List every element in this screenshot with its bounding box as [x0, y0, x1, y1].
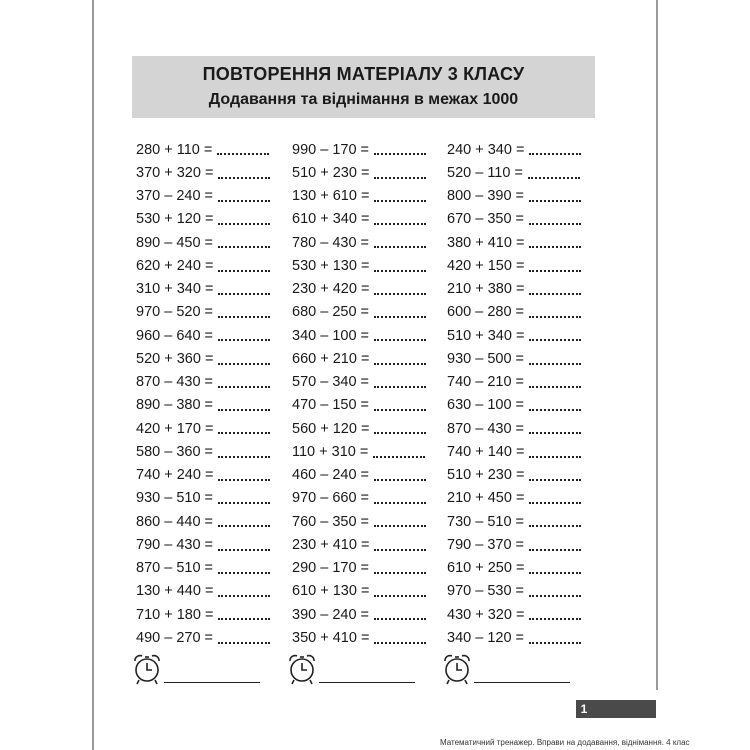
answer-blank[interactable] — [373, 454, 425, 458]
exercise-row — [292, 533, 426, 556]
exercise-expression: 610 + 130 = — [292, 583, 370, 600]
exercise-row — [447, 464, 581, 487]
exercise-row — [447, 557, 581, 580]
exercise-row — [292, 394, 426, 417]
answer-blank[interactable] — [529, 314, 581, 318]
answer-blank[interactable] — [529, 291, 581, 295]
answer-blank[interactable] — [218, 547, 270, 551]
answer-blank[interactable] — [218, 314, 270, 318]
answer-blank[interactable] — [218, 407, 270, 411]
answer-blank[interactable] — [529, 616, 581, 620]
exercise-row — [136, 301, 270, 324]
answer-blank[interactable] — [374, 175, 426, 179]
exercise-expression: 340 – 120 = — [447, 629, 525, 646]
page-number-tab — [576, 700, 656, 718]
exercise-expression: 860 – 440 = — [136, 513, 214, 530]
answer-blank[interactable] — [374, 500, 426, 504]
exercise-expression: 530 + 120 = — [136, 211, 214, 228]
alarm-clock-icon — [442, 652, 472, 686]
exercise-expression: 230 + 420 = — [292, 281, 370, 298]
exercise-row — [447, 161, 581, 184]
answer-blank[interactable] — [529, 523, 581, 527]
answer-blank[interactable] — [218, 175, 270, 179]
exercise-row — [292, 324, 426, 347]
exercise-row — [447, 301, 581, 324]
answer-blank[interactable] — [529, 384, 581, 388]
exercise-expression: 560 + 120 = — [292, 420, 370, 437]
exercise-expression: 800 – 390 = — [447, 188, 525, 205]
exercise-expression: 960 – 640 = — [136, 327, 214, 344]
answer-blank[interactable] — [218, 523, 270, 527]
answer-blank[interactable] — [218, 361, 270, 365]
answer-blank[interactable] — [374, 407, 426, 411]
exercise-expression: 790 – 370 = — [447, 536, 525, 553]
exercise-row — [136, 626, 270, 649]
exercise-row — [447, 185, 581, 208]
answer-blank[interactable] — [218, 268, 270, 272]
exercise-row — [136, 533, 270, 556]
answer-blank[interactable] — [529, 244, 581, 248]
exercise-expression: 970 – 660 = — [292, 490, 370, 507]
exercise-expression: 510 + 340 = — [447, 327, 525, 344]
exercise-row — [136, 440, 270, 463]
exercise-row — [447, 138, 581, 161]
exercise-expression: 520 + 360 = — [136, 350, 214, 367]
exercise-row — [447, 208, 581, 231]
exercise-expression: 610 + 340 = — [292, 211, 370, 228]
page-number: 1 — [580, 702, 588, 716]
exercise-expression: 580 – 360 = — [136, 443, 214, 460]
answer-blank[interactable] — [374, 268, 426, 272]
answer-blank[interactable] — [217, 151, 269, 155]
exercise-row — [292, 603, 426, 626]
exercise-row — [292, 347, 426, 370]
exercise-row — [447, 580, 581, 603]
exercise-expression: 630 – 100 = — [447, 397, 525, 414]
answer-blank[interactable] — [374, 640, 426, 644]
exercise-expression: 210 + 450 = — [447, 490, 525, 507]
exercise-expression: 780 – 430 = — [292, 234, 370, 251]
exercise-expression: 520 – 110 = — [447, 164, 523, 181]
exercise-row — [292, 580, 426, 603]
answer-blank[interactable] — [218, 454, 270, 458]
answer-blank[interactable] — [529, 477, 581, 481]
exercise-expression: 970 – 520 = — [136, 304, 214, 321]
exercise-expression: 470 – 150 = — [292, 397, 370, 414]
exercise-expression: 890 – 380 = — [136, 397, 214, 414]
exercise-expression: 420 + 150 = — [447, 257, 525, 274]
answer-blank[interactable] — [374, 291, 426, 295]
answer-blank[interactable] — [218, 291, 270, 295]
exercise-expression: 310 + 340 = — [136, 281, 214, 298]
exercise-expression: 430 + 320 = — [447, 606, 525, 623]
exercise-expression: 620 + 240 = — [136, 257, 214, 274]
exercise-expression: 130 + 610 = — [292, 188, 370, 205]
answer-blank[interactable] — [374, 151, 426, 155]
exercise-row — [136, 371, 270, 394]
time-answer-line[interactable] — [319, 682, 415, 683]
exercise-row — [136, 510, 270, 533]
answer-blank[interactable] — [529, 593, 581, 597]
answer-blank[interactable] — [529, 407, 581, 411]
exercise-row — [292, 626, 426, 649]
exercise-expression: 210 + 380 = — [447, 281, 525, 298]
exercise-expression: 390 – 240 = — [292, 606, 370, 623]
answer-blank[interactable] — [374, 593, 426, 597]
answer-blank[interactable] — [529, 151, 581, 155]
exercise-expression: 280 + 110 = — [136, 141, 213, 158]
exercise-row — [136, 347, 270, 370]
exercise-expression: 110 + 310 = — [292, 443, 369, 460]
exercise-row — [292, 417, 426, 440]
exercise-expression: 230 + 410 = — [292, 536, 370, 553]
answer-blank[interactable] — [218, 616, 270, 620]
exercise-row — [292, 371, 426, 394]
answer-blank[interactable] — [374, 314, 426, 318]
exercise-expression: 670 – 350 = — [447, 211, 525, 228]
answer-blank[interactable] — [218, 640, 270, 644]
answer-blank[interactable] — [374, 616, 426, 620]
exercise-expression: 460 – 240 = — [292, 467, 370, 484]
exercise-row — [292, 557, 426, 580]
exercise-row — [136, 417, 270, 440]
page-border-left — [92, 0, 94, 750]
exercise-expression: 510 + 230 = — [292, 164, 370, 181]
exercise-row — [447, 371, 581, 394]
exercise-column-3 — [447, 138, 581, 650]
exercise-row — [136, 464, 270, 487]
answer-blank[interactable] — [374, 221, 426, 225]
exercise-expression: 380 + 410 = — [447, 234, 525, 251]
exercise-expression: 510 + 230 = — [447, 467, 525, 484]
exercise-expression: 970 – 530 = — [447, 583, 525, 600]
exercise-expression: 760 – 350 = — [292, 513, 370, 530]
exercise-row — [136, 557, 270, 580]
exercise-row — [136, 580, 270, 603]
exercise-row — [292, 510, 426, 533]
exercise-row — [447, 324, 581, 347]
exercise-row — [136, 603, 270, 626]
exercise-expression: 890 – 450 = — [136, 234, 214, 251]
exercise-row — [292, 464, 426, 487]
exercise-expression: 350 + 410 = — [292, 629, 370, 646]
answer-blank[interactable] — [529, 570, 581, 574]
answer-blank[interactable] — [528, 175, 580, 179]
page-border-right — [656, 0, 658, 690]
exercise-row — [136, 487, 270, 510]
answer-blank[interactable] — [529, 454, 581, 458]
time-answer-line[interactable] — [164, 682, 260, 683]
exercise-expression: 370 + 320 = — [136, 164, 214, 181]
answer-blank[interactable] — [374, 337, 426, 341]
exercise-expression: 680 – 250 = — [292, 304, 370, 321]
exercise-row — [447, 278, 581, 301]
exercise-expression: 870 – 430 = — [447, 420, 525, 437]
exercise-row — [447, 417, 581, 440]
exercise-row — [447, 510, 581, 533]
exercise-expression: 740 + 140 = — [447, 443, 525, 460]
answer-blank[interactable] — [529, 430, 581, 434]
exercise-expression: 340 – 100 = — [292, 327, 370, 344]
exercise-row — [292, 440, 426, 463]
exercise-row — [447, 254, 581, 277]
exercise-row — [292, 487, 426, 510]
exercise-row — [292, 278, 426, 301]
answer-blank[interactable] — [374, 384, 426, 388]
exercise-row — [136, 185, 270, 208]
answer-blank[interactable] — [529, 547, 581, 551]
exercise-column-2 — [292, 138, 426, 650]
page-subtitle: Додавання та віднімання в межах 1000 — [208, 91, 519, 108]
exercise-expression: 600 – 280 = — [447, 304, 525, 321]
exercise-expression: 790 – 430 = — [136, 536, 214, 553]
exercise-row — [136, 138, 270, 161]
answer-blank[interactable] — [529, 500, 581, 504]
time-answer-line[interactable] — [474, 682, 570, 683]
exercise-row — [136, 161, 270, 184]
exercise-row — [292, 208, 426, 231]
answer-blank[interactable] — [374, 570, 426, 574]
exercise-row — [136, 231, 270, 254]
exercise-expression: 730 – 510 = — [447, 513, 525, 530]
alarm-clock-icon — [287, 652, 317, 686]
exercise-row — [447, 626, 581, 649]
exercise-expression: 130 + 440 = — [136, 583, 214, 600]
answer-blank[interactable] — [529, 221, 581, 225]
exercise-expression: 420 + 170 = — [136, 420, 214, 437]
exercise-expression: 990 – 170 = — [292, 141, 370, 158]
exercise-column-1 — [136, 138, 270, 650]
exercise-expression: 490 – 270 = — [136, 629, 214, 646]
answer-blank[interactable] — [374, 361, 426, 365]
answer-blank[interactable] — [529, 361, 581, 365]
exercise-row — [447, 394, 581, 417]
answer-blank[interactable] — [218, 244, 270, 248]
answer-blank[interactable] — [529, 640, 581, 644]
exercise-expression: 870 – 510 = — [136, 560, 214, 577]
answer-blank[interactable] — [374, 244, 426, 248]
exercise-row — [136, 254, 270, 277]
exercise-row — [136, 278, 270, 301]
exercise-row — [447, 347, 581, 370]
answer-blank[interactable] — [529, 268, 581, 272]
exercise-row — [447, 487, 581, 510]
exercise-expression: 660 + 210 = — [292, 350, 370, 367]
answer-blank[interactable] — [218, 221, 270, 225]
exercise-expression: 290 – 170 = — [292, 560, 370, 577]
exercise-row — [447, 440, 581, 463]
exercise-expression: 370 – 240 = — [136, 188, 214, 205]
exercise-row — [447, 603, 581, 626]
exercise-expression: 930 – 510 = — [136, 490, 214, 507]
footer-text: Математичний тренажер. Вправи на додавання, віднімання. 4 клас — [440, 738, 690, 747]
answer-blank[interactable] — [218, 337, 270, 341]
header-banner — [132, 56, 595, 118]
exercise-row — [447, 231, 581, 254]
exercise-expression: 930 – 500 = — [447, 350, 525, 367]
exercise-row — [292, 254, 426, 277]
answer-blank[interactable] — [218, 570, 270, 574]
answer-blank[interactable] — [374, 523, 426, 527]
answer-blank[interactable] — [218, 384, 270, 388]
exercise-row — [292, 138, 426, 161]
answer-blank[interactable] — [218, 430, 270, 434]
exercise-row — [136, 394, 270, 417]
answer-blank[interactable] — [374, 198, 426, 202]
exercise-expression: 530 + 130 = — [292, 257, 370, 274]
exercise-expression: 710 + 180 = — [136, 606, 214, 623]
exercise-row — [292, 161, 426, 184]
exercise-expression: 870 – 430 = — [136, 374, 214, 391]
exercise-expression: 740 – 210 = — [447, 374, 525, 391]
answer-blank[interactable] — [218, 593, 270, 597]
exercise-expression: 610 + 250 = — [447, 560, 525, 577]
alarm-clock-icon — [132, 652, 162, 686]
answer-blank[interactable] — [374, 547, 426, 551]
exercise-row — [136, 324, 270, 347]
exercise-row — [292, 185, 426, 208]
answer-blank[interactable] — [218, 477, 270, 481]
answer-blank[interactable] — [218, 198, 270, 202]
exercise-row — [447, 533, 581, 556]
exercise-expression: 740 + 240 = — [136, 467, 214, 484]
answer-blank[interactable] — [218, 500, 270, 504]
exercise-expression: 240 + 340 = — [447, 141, 525, 158]
answer-blank[interactable] — [529, 337, 581, 341]
exercise-row — [292, 301, 426, 324]
answer-blank[interactable] — [529, 198, 581, 202]
exercise-row — [136, 208, 270, 231]
exercise-expression: 570 – 340 = — [292, 374, 370, 391]
answer-blank[interactable] — [374, 477, 426, 481]
exercise-row — [292, 231, 426, 254]
page-title: ПОВТОРЕННЯ МАТЕРІАЛУ 3 КЛАСУ — [202, 64, 525, 84]
answer-blank[interactable] — [374, 430, 426, 434]
